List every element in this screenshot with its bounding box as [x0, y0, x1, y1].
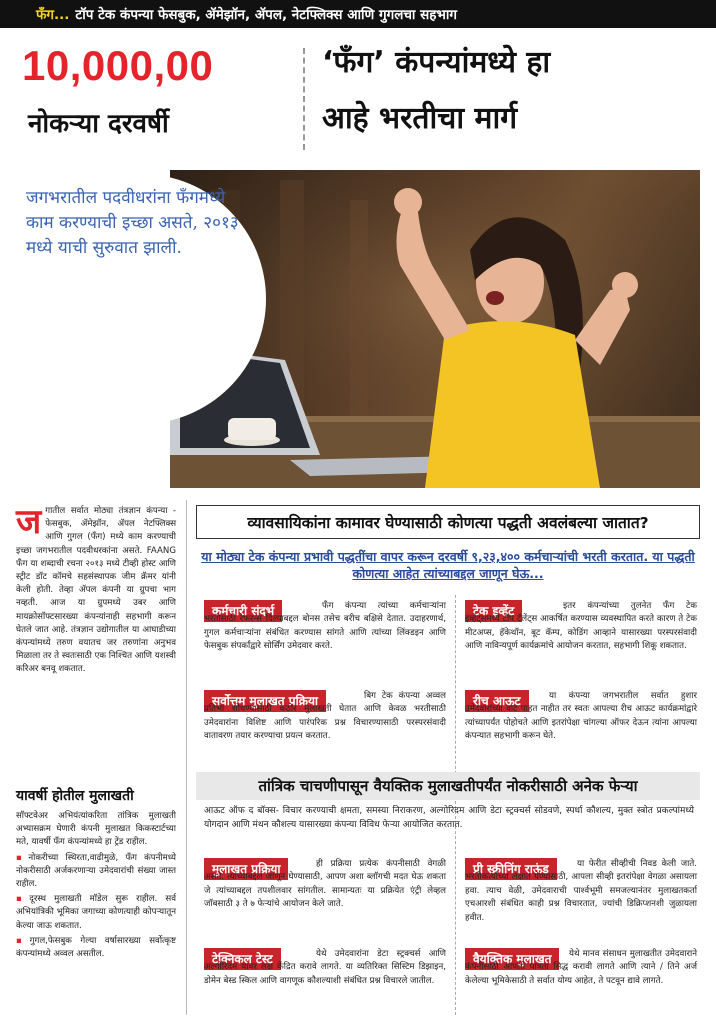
method-text-tech-event: इतर कंपन्यांच्या तुलनेत फँग टेक इव्हेंट्समध्ये टॉप टॅलेंट्स आकर्षित करण्यास व्यवस्थापित करते कारण ते टेक मीटअप्स, हॅकेथॉन, बूट कॅम्प, कोडिंग आव्हाने यासारख्या परस्परसंवादी आणि नाविन्यपूर्ण कार्यक्रमांचे आयोजन करतात, सहभागी शिकू शकतात. [465, 601, 697, 652]
method-tag-employee-referral: कर्मचारी संदर्भ [204, 600, 282, 622]
bullet-icon: ▪ [16, 935, 28, 946]
intro-callout: जगभरातील पदवीधरांना फँगमध्ये काम करण्याची इच्छा असते, २०१३ मध्ये याची सुरुवात झाली. [26, 188, 239, 258]
bullet-icon: ▪ [16, 852, 27, 863]
round-tag-personal-interview: वैयक्तिक मुलाखत [465, 948, 559, 970]
strap-text: टॉप टेक कंपन्या फेसबुक, ॲमेझॉन, ॲपल, नेटफ्लिक्स आणि गुगलचा सहभाग [75, 7, 458, 23]
left-article-body: गातील सर्वात मोठ्या तंत्रज्ञान कंपन्या - फेसबुक, ॲमेझॉन, ॲपल नेटफ्लिक्स आणि गुगल (फँग) मध्ये काम करण्याची इच्छा जगभरातील पदवीधरकांना असते. FAANG फँग या शब्दाची रचना २०१३ मध्ये टीव्ही होस्ट आणि स्ट्रीट डॉट कॉमचे सहसंस्थापक जीम क्रॅमर यांनी केली होती. तेव्हा ॲपल कंपनी या ग्रुपचा भाग नव्हती. आज या ग्रुपमध्ये उबर आणि मायक्रोसॉफ्टसारख्या कंपन्यांनाही सहभागी करून घेतले जात आहे. तंत्रज्ञान उद्योगातील या आघाडीच्या कंपन्यांमध्ये तरुण वयातच जर तरुणांना अनुभव मिळाला तर ते स्वतःसाठी एक निश्चित आणि यशस्वी करिअर बनवू शकतात. [16, 506, 176, 675]
method-text-employee-referral: फँग कंपन्या त्यांच्या कर्मचाऱ्यांना भरतीसाठी रेफरन्स दिल्याबद्दल बोनस तसेच बरीच बक्षिसे देतात. उदाहरणार्थ, गुगल कर्मचाऱ्यांना संबंधित करण्यास सांगते आणि त्यांच्या लिंक्डइन आणि फेसबुक संपर्कांद्वारे सोर्सिंग उमेदवार करते. [204, 601, 446, 652]
rounds-banner: तांत्रिक चाचणीपासून वैयक्तिक मुलाखतीपर्यंत नोकरीसाठी अनेक फेऱ्या [196, 772, 700, 800]
round-text-prescreening: या फेरीत सीव्हीची निवड केली जाते. भरतीकर्त्यांच्या लक्षात येण्यासाठी, आपला सीव्ही इतरांपेक्षा वेगळा असायला हवा. त्याच वेळी, उमेदवाराची पार्श्वभूमी समजल्यानंतर मुलाखतकर्ता एचआरशी संबंधित काही प्रश्न विचारतात, ज्यांची डिक्रिप्शनशी जुळायला हवीत. [465, 859, 697, 923]
dropcap: ज [16, 502, 42, 542]
strap-fang: फँग... [36, 7, 70, 23]
top-strap [0, 0, 716, 28]
bullet-item [16, 935, 176, 961]
rounds-banner-text: आऊट ऑफ द बॉक्स- विचार करण्याची क्षमता, समस्या निराकरण, अल्गोरिदम आणि डेटा स्ट्रक्चर्स सोडवणे, स्पर्धा कौशल्य, मुक्त स्त्रोत प्रकल्पांमध्ये योगदान आणि मंथन कौशल्य यासारख्या कंपन्या विविध फेऱ्या आयोजित करतात. [204, 806, 694, 830]
method-tag-reach-out: रीच आऊट [465, 690, 529, 712]
round-tag-interview-process: मुलाखत प्रक्रिया [204, 858, 288, 880]
round-text-technical-test: येथे उमेदवारांना डेटा स्ट्रक्चर्स आणि अल्गोरिदम यावर लक्ष केंद्रित करावे लागते. या व्यतिरिक्त सिस्टिम डिझाइन, डोमेन बेस्ड स्किल आणि वागणूक कौशल्याशी संबंधित प्रश्न विचारले जातील. [204, 949, 446, 986]
method-tag-best-interview: सर्वोत्तम मुलाखत प्रक्रिया [204, 690, 326, 712]
headline-number: 10,000,00 [22, 42, 214, 89]
round-tag-prescreening: प्री स्क्रीनिंग राऊंड [465, 858, 557, 880]
interviews-section [16, 810, 176, 961]
bullet-item [16, 893, 176, 933]
method-text-reach-out: या कंपन्या जगभरातील सर्वात हुशार उमेदवारांच्या वाट पाहत नाहीत तर स्वतः आपल्या रीच आऊट कार्यक्रमांद्वारे त्यांच्यापर्यंत पोहोचते आणि इतरांपेक्षा चांगल्या ऑफर देऊन त्यांना आपल्या कंपन्यात सहभागी करून घेते. [465, 691, 697, 742]
round-text-personal-interview: येथे मानव संसाधन मुलाखतीत उमेदवाराने कंपनीसाठी आपली पात्रता सिद्ध करावी लागते आणि त्याने / तिने अर्ज केलेल्या भूमिकेसाठी ते सर्वात योग्य आहेत, ते पटवून द्यावे लागते. [465, 949, 697, 986]
bullet-text: दूरस्थ मुलाखती मॉडेल सुरू राहील. सर्व अभियांत्रिकी भूमिका जगाच्या कोणत्याही कोपऱ्यातून केल्या जाऊ शकतात. [16, 894, 177, 931]
round-text-interview-process: ही प्रक्रिया प्रत्येक कंपनीसाठी वेगळी असते. त्यांच्याबद्दल जाणून घेण्यासाठी, आपण अशा ब्लॉगची मदत घेऊ शकता जे त्यांच्याबद्दल तपशीलवार सांगतील. सामान्यतः या प्रक्रियेत एंट्री लेव्हल जॉबसाठी ३ ते ७ फेऱ्यांचे आयोजन केले जाते. [204, 859, 446, 910]
bullet-text: गुगल,फेसबुक गेल्या वर्षासारख्या सर्वोत्कृष्ट कंपन्यांमध्ये अव्वल असतील. [16, 935, 176, 960]
bullet-item [16, 852, 176, 892]
method-text-best-interview: बिग टेक कंपन्या अव्वल प्रतिभा शोधण्यासाठी कठोर मुलाखती घेतात आणि केवळ भरतीसाठी उमेदवारांना विशिष्ट आणि पारंपरिक प्रश्न विचारण्यासाठी परस्परसंवादी वातावरण तयार करण्याचा प्रयत्न करतात. [204, 691, 446, 742]
methods-title: व्यावसायिकांना कामावर घेण्यासाठी कोणत्या पद्धती अवलंबल्या जातात? [196, 505, 700, 539]
headline-line2: आहे भरतीचा मार्ग [322, 101, 518, 136]
column-separator [186, 500, 187, 1015]
bullet-icon: ▪ [16, 894, 28, 905]
headline-divider [303, 48, 305, 150]
headline-number-sub: नोकऱ्या दरवर्षी [28, 109, 169, 139]
method-tag-tech-event: टेक इव्हेंट [465, 600, 522, 622]
methods-subtitle: या मोठ्या टेक कंपन्या प्रभावी पद्धतींचा वापर करून दरवर्षी ९,२३,४०० कर्मचाऱ्यांची भरती करतात. या पद्धती कोणत्या आहेत त्यांच्याबद्दल जाणून घेऊ... [201, 549, 695, 581]
round-tag-technical-test: टेक्निकल टेस्ट [204, 948, 281, 970]
headline-line1: ‘फँग’ कंपन्यांमध्ये हा [322, 45, 551, 80]
interviews-section-title: यावर्षी होतील मुलाखती [16, 788, 134, 804]
left-article [16, 502, 176, 677]
interviews-section-body: सॉफ्टवेअर अभियंत्यांकरिता तांत्रिक मुलाखती अभ्यासक्रम घेणारी कंपनी मुलाखत किकस्टार्टच्या मते, यावर्षी फँग कंपन्यांमध्ये हा ट्रेंड राहील. [16, 811, 176, 848]
bullet-text: नोकरीच्या स्थिरता,वाढीमुळे, फँग कंपनीमध्ये नोकरीसाठी अर्जकरणाऱ्या उमेदवारांची संख्या जास्त राहील. [16, 852, 176, 890]
